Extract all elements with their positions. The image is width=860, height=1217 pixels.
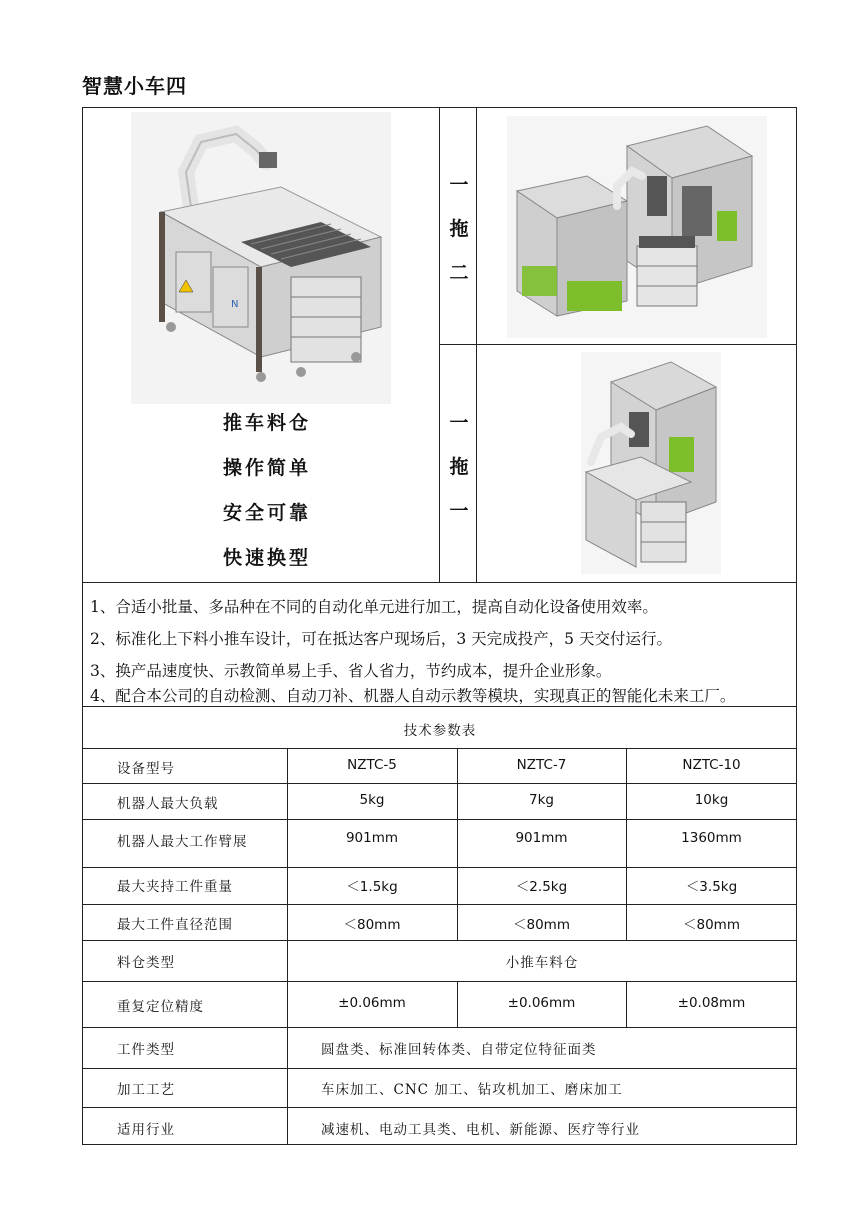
spec-label-magazine-type: 料仓类型 (117, 955, 175, 971)
spec-label-model: 设备型号 (117, 761, 175, 777)
feature-item: 4、配合本公司的自动检测、自动刀补、机器人自动示教等模块，实现真正的智能化未来工厂。 (90, 687, 736, 705)
spec-value-text: 减速机、电动工具类、电机、新能源、医疗等行业 (321, 1122, 640, 1138)
feature-item: 2、标准化上下料小推车设计，可在抵达客户现场后，3 天完成投产，5 天交付运行。 (90, 630, 672, 648)
spec-value-text: 圆盘类、标准回转体类、自带定位特征面类 (321, 1042, 597, 1058)
slogan-item: 操作简单 (223, 457, 312, 479)
spec-value-text: 车床加工、CNC 加工、钻攻机加工、磨床加工 (321, 1082, 623, 1098)
spec-value: ±0.06mm (338, 995, 406, 1011)
spec-value: 7kg (529, 792, 554, 808)
slogan-item: 安全可靠 (223, 502, 312, 524)
config-label-char: 一 (449, 412, 469, 434)
svg-text:N: N (231, 299, 239, 310)
slogan-list (223, 408, 311, 588)
spec-value: ＜2.5kg (515, 879, 568, 895)
spec-value: 5kg (359, 792, 385, 808)
page-title: 智慧小车四 (82, 74, 187, 98)
config-label-char: 拖 (449, 218, 469, 240)
feature-list (90, 591, 735, 712)
spec-label-workpiece-type: 工件类型 (117, 1042, 175, 1058)
spec-label-max-payload: 机器人最大负载 (117, 796, 219, 812)
one-to-two-render-image (507, 116, 767, 338)
spec-table-title: 技术参数表 (403, 723, 477, 739)
spec-value: ＜1.5kg (346, 879, 398, 895)
cart-cell-render-image (131, 112, 391, 404)
config-one-to-one-label (440, 408, 478, 540)
config-label-char: 一 (449, 174, 469, 196)
feature-item: 1、合适小批量、多品种在不同的自动化单元进行加工，提高自动化设备使用效率。 (90, 598, 658, 616)
spec-value: NZTC-10 (682, 757, 741, 773)
spec-label-max-workpiece-weight: 最大夹持工件重量 (117, 879, 233, 895)
config-one-to-two-label (440, 170, 478, 302)
spec-value: 901mm (515, 830, 568, 846)
spec-value: NZTC-5 (347, 757, 397, 773)
spec-label-process: 加工工艺 (117, 1082, 175, 1098)
spec-label-industry: 适用行业 (117, 1122, 175, 1138)
spec-value: 10kg (694, 792, 729, 808)
spec-label-max-reach: 机器人最大工作臂展 (117, 834, 248, 850)
spec-value: ±0.08mm (677, 995, 746, 1011)
slogan-item: 推车料仓 (223, 412, 312, 434)
spec-value: ＜3.5kg (685, 879, 738, 895)
one-to-one-render-image (581, 352, 721, 574)
config-label-char: 二 (449, 262, 469, 284)
spec-label-max-diameter: 最大工件直径范围 (117, 917, 233, 933)
spec-value: NZTC-7 (516, 757, 567, 773)
spec-value: ＜80mm (683, 917, 740, 933)
spec-value: ＜80mm (513, 917, 570, 933)
spec-value: ±0.06mm (507, 995, 576, 1011)
slogan-item: 快速换型 (223, 547, 312, 569)
spec-value: 1360mm (681, 830, 742, 846)
spec-value-span: 小推车料仓 (505, 955, 579, 971)
config-label-char: 一 (449, 500, 469, 522)
feature-item: 3、换产品速度快、示教简单易上手、省人省力，节约成本，提升企业形象。 (90, 662, 612, 680)
product-sheet-table (82, 107, 797, 1145)
spec-value: ＜80mm (343, 917, 401, 933)
spec-label-repeatability: 重复定位精度 (117, 999, 204, 1015)
config-label-char: 拖 (449, 456, 469, 478)
spec-value: 901mm (345, 830, 399, 846)
